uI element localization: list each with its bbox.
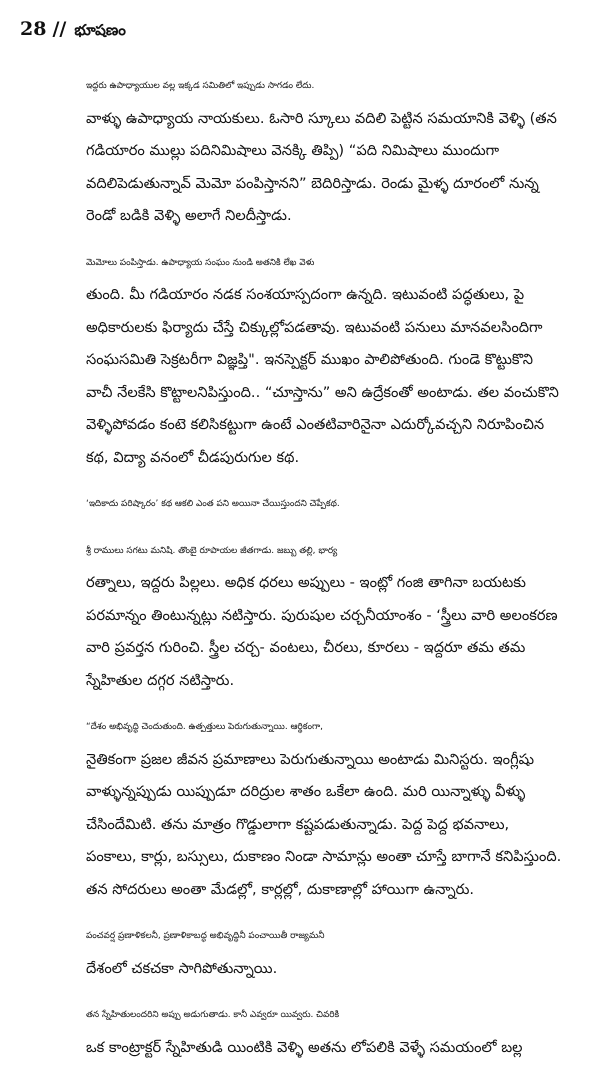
text-line: అధికారులకు ఫిర్యాదు చేస్తే చిక్కుల్లోపడతావు. ఇటువంటి పనులు మానవలసిందిగా (86, 318, 543, 336)
text-line: రెండో బడికి వెళ్ళి అలాగే నిలదీస్తాడు. (86, 207, 292, 224)
page-header (20, 18, 126, 43)
text-line: వాచీ నేలకేసి కొట్టాలనిపిస్తుంది.. “చూస్తాను” అని ఉద్రేకంతో అంటాడు. తల వంచుకొని (86, 383, 559, 401)
header-separator: // (52, 18, 67, 40)
text-line: ‘ఇదికాదు పరిష్కారం’ కథ ఆకలి ఎంత పని అయినా చేయిస్తుందని చెప్పేకథ. (86, 499, 340, 509)
text-line: పంచవర్ష ప్రణాళికలనీ, ప్రణాళికాబద్ధ అభివృద్ధినీ పంచాయితీ రాజ్యమనీ (86, 931, 325, 941)
text-line: తన స్నేహితులందరిని అప్పు అడుగుతాడు. కానీ ఎవ్వరూ యివ్వరు. చివరికి (86, 1010, 340, 1020)
text-line: “దేశం అభివృద్ధి చెందుతుంది. ఉత్పత్తులు పెరుగుతున్నాయి. ఆర్థికంగా, (86, 722, 323, 732)
text-line: చేసిందేమిటి. తను మాత్రం గొడ్డులాగా కష్టపడుతున్నాడు. పెద్ద పెద్ద భవనాలు, (86, 815, 510, 833)
text-line: వారి ప్రవర్తన గురించి. స్త్రీల చర్చ- వంటలు, చీరలు, కూరలు - ఇద్దరూ తమ తమ (86, 639, 526, 656)
text-line: కథ, విద్యా వనంలో చీడపురుగుల కథ. (86, 448, 300, 466)
body-text (26, 70, 581, 1078)
book-title: భూషణం (74, 21, 126, 39)
paragraph (26, 247, 581, 475)
paragraph (26, 535, 581, 698)
text-line: గడియారం ముల్లు పదినిమిషాలు వెనక్కి తిప్పి) “పది నిమిషాలు ముందుగా (86, 142, 500, 159)
paragraph (26, 999, 581, 1064)
text-line: రత్నాలు, ఇద్దరు పిల్లలు. అధిక ధరలు అప్పులు - ఇంట్లో గంజి తాగినా బయటకు (86, 574, 526, 591)
text-line: దేశంలో చకచకా సాగిపోతున్నాయి. (86, 959, 278, 977)
text-line: తుంది. మీ గడియారం నడక సంశయాస్పదంగా ఉన్నది. ఇటువంటి పద్ధతులు, పై (86, 286, 525, 303)
paragraph (26, 70, 581, 233)
text-line: తన సోదరులు అంతా మేడల్లో, కార్లల్లో, దుకాణాల్లో హాయిగా ఉన్నారు. (86, 880, 475, 898)
text-line: శ్రీ రాములు సగటు మనిషి. తొంబై రూపాయల జీతగాడు. జబ్బు తల్లి, భార్య (86, 545, 338, 556)
text-line: వాళ్ళు ఉపాధ్యాయ నాయకులు. ఓసారి స్కూలు వదిలి పెట్టిన సమయానికి వెళ్ళి (తన (86, 109, 557, 127)
text-line: వెళ్ళిపోవడం కంటె కలిసికట్టుగా ఉంటే ఎంతటివారినైనా ఎదుర్కోవచ్చని నిరూపించిన (86, 416, 545, 433)
text-line: వాళ్ళున్నప్పుడు యిప్పుడూ దరిద్రుల శాతం ఒకేలా ఉంది. మరి యిన్నాళ్ళు వీళ్ళు (86, 783, 526, 800)
text-line: పంకాలు, కార్లు, బస్సులు, దుకాణం నిండా సామాన్లు అంతా చూస్తే బాగానే కనిపిస్తుంది. (86, 848, 562, 865)
text-line: ఇద్దరు ఉపాధ్యాయుల వల్ల ఇక్కడ సమితిలో ఇప్పుడు సాగడం లేదు. (86, 81, 315, 91)
paragraph (26, 920, 581, 985)
text-line: సంఘసమితి సెక్రటరీగా విజ్ఞప్తి". ఇనస్పెక్టర్ ముఖం పాలిపోతుంది. గుండె కొట్టుకొని (86, 351, 534, 368)
text-line: స్నేహితుల దగ్గర నటిస్తారు. (86, 671, 235, 689)
paragraph (26, 488, 581, 521)
page-number: 28 (20, 18, 47, 40)
text-line: మెమోలు పంపిస్తాడు. ఉపాధ్యాయ సంఘం నుండి అతనికి లేఖ వెళు (86, 257, 315, 268)
text-line: పరమాన్నం తింటున్నట్లు నటిస్తారు. పురుషుల చర్చనీయాంశం - ‘స్త్రీలు వారి అలంకరణ (86, 606, 558, 624)
text-line: నైతికంగా ప్రజల జీవన ప్రమాణాలు పెరుగుతున్నాయి అంటాడు మినిస్టరు. ఇంగ్లీషు (86, 750, 535, 768)
text-line: ఒక కాంట్రాక్టర్ స్నేహితుడి యింటికి వెళ్ళి అతను లోపలికి వెళ్ళే సమయంలో బల్ల (86, 1038, 523, 1056)
paragraph (26, 711, 581, 906)
text-line: వదిలిపెడుతున్నావ్ మెమో పంపిస్తానని” బెదిరిస్తాడు. రెండు మైళ్ళ దూరంలో నున్న (86, 174, 539, 192)
